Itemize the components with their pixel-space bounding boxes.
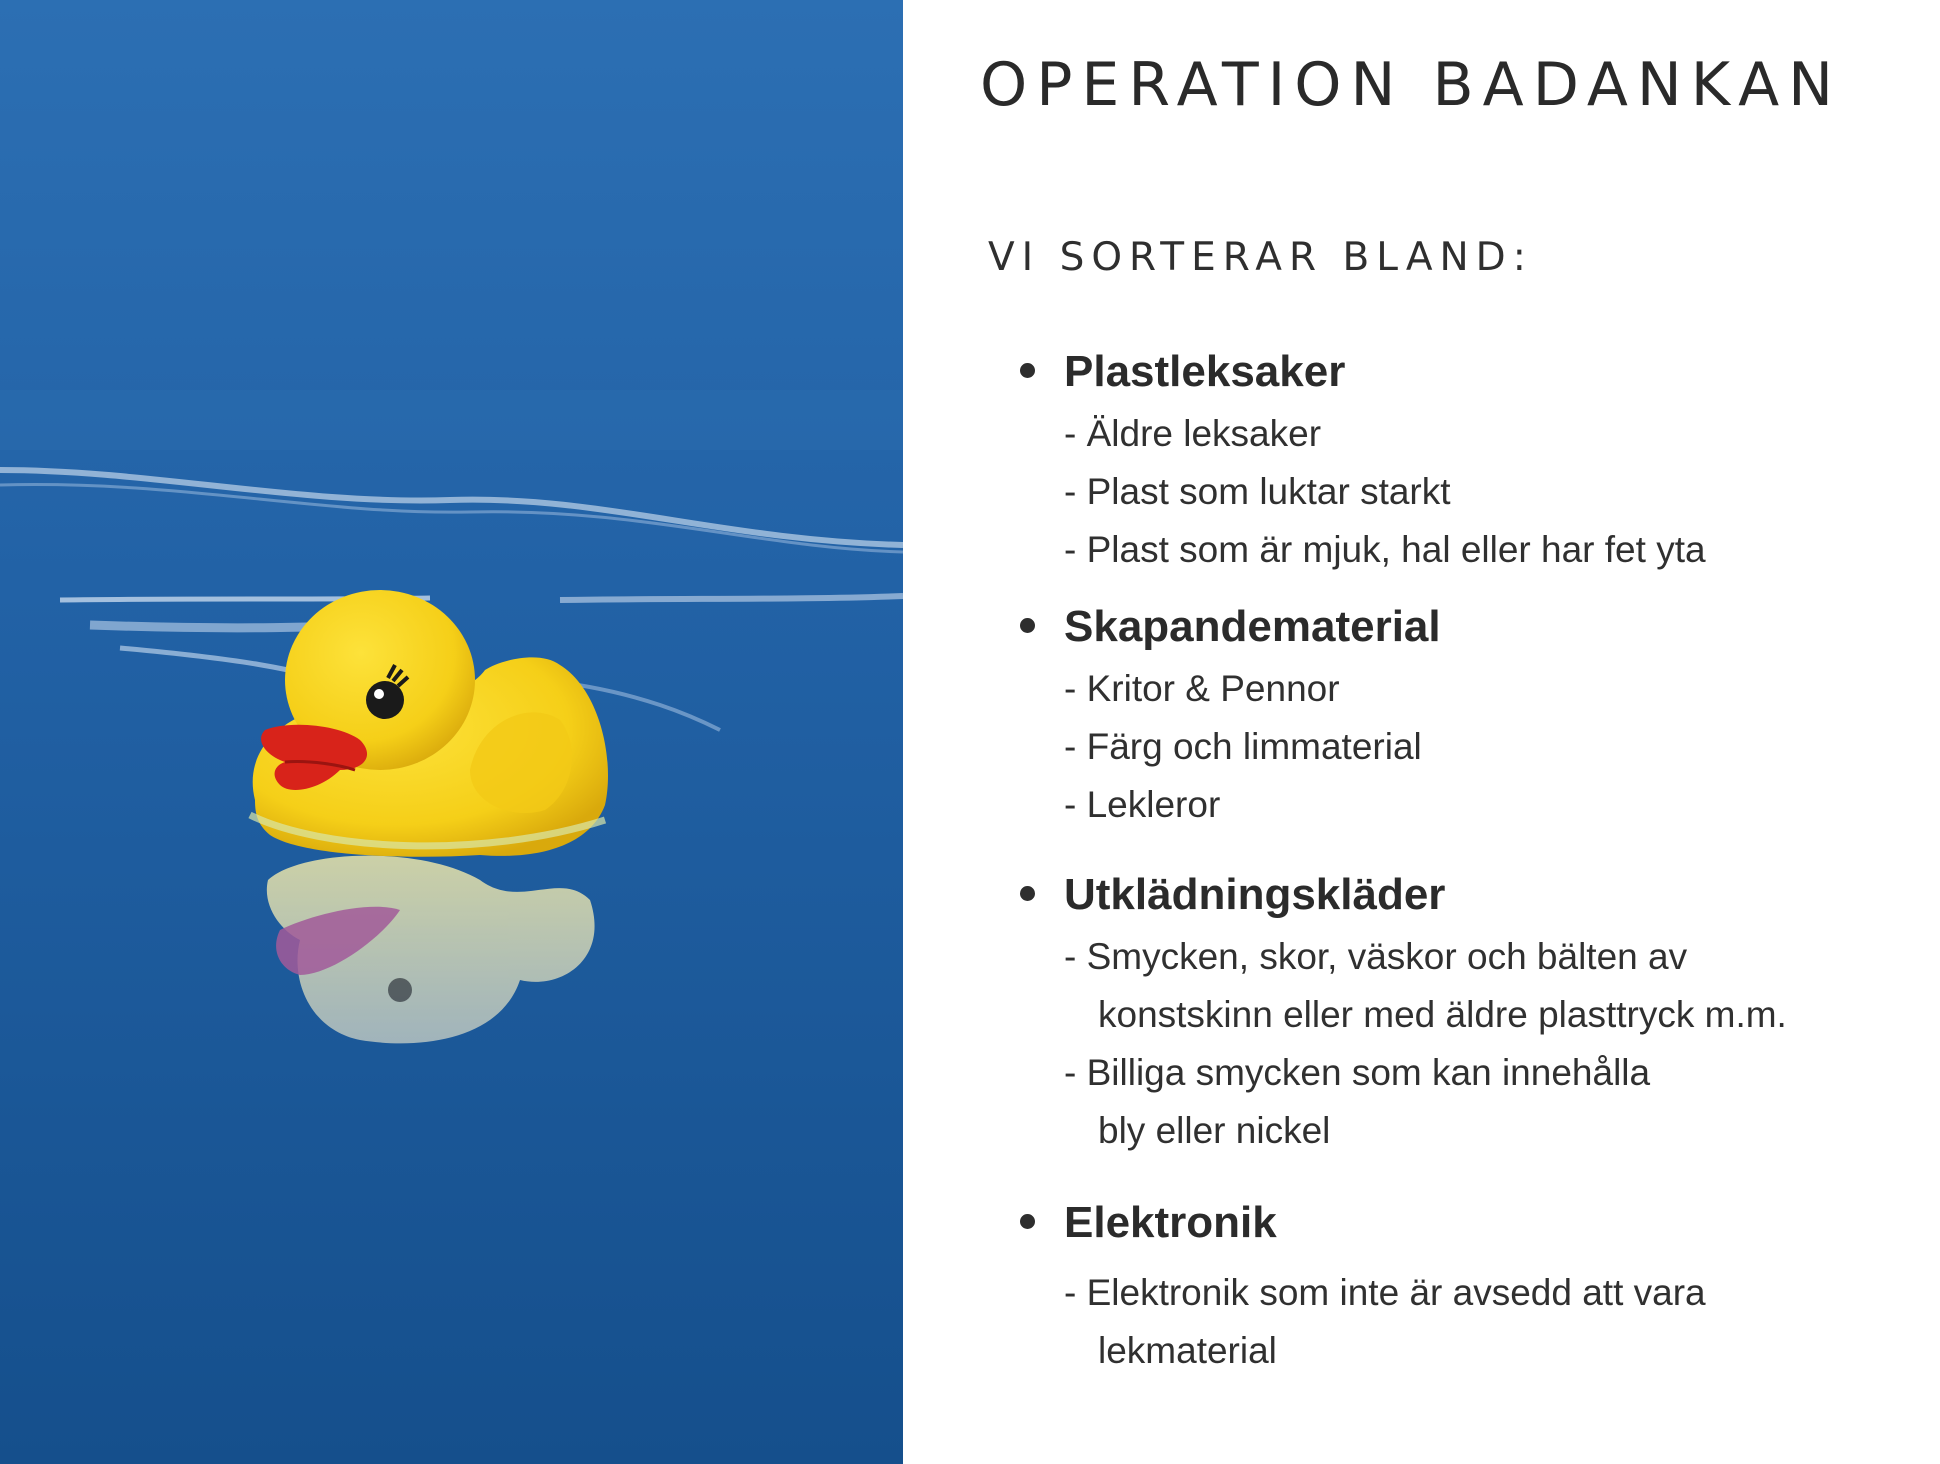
item-line-continued: bly eller nickel [1098, 1110, 1331, 1151]
list-item [1064, 660, 1422, 718]
item-line: - Plast som är mjuk, hal eller har fet yta [1064, 529, 1706, 570]
category-title: Plastleksaker [1064, 347, 1346, 396]
page-title: OPERATION BADANKAN [980, 50, 1842, 120]
list-item [1064, 405, 1706, 463]
category-list [980, 0, 1920, 1464]
item-line: - Färg och limmaterial [1064, 726, 1422, 767]
item-line: - Billiga smycken som kan innehålla [1064, 1052, 1651, 1093]
item-line: - Smycken, skor, väskor och bälten av [1064, 936, 1688, 977]
list-item [1064, 463, 1706, 521]
rubber-duck-icon [0, 0, 903, 1464]
list-item [1064, 776, 1422, 834]
category-title: Elektronik [1064, 1198, 1277, 1247]
list-item [1064, 1264, 1706, 1380]
item-line: - Kritor & Pennor [1064, 668, 1340, 709]
category-items [1064, 1264, 1706, 1380]
bullet-icon [1020, 1214, 1035, 1229]
category-items [1064, 405, 1706, 579]
category-items [1064, 928, 1787, 1160]
category-title: Utklädningskläder [1064, 870, 1446, 919]
list-item [1064, 1044, 1787, 1160]
item-line: - Elektronik som inte är avsedd att vara [1064, 1272, 1706, 1313]
list-item [1064, 521, 1706, 579]
rubber-duck-photo [0, 0, 903, 1464]
list-item [1064, 928, 1787, 1044]
item-line: - Lekleror [1064, 784, 1221, 825]
item-line-continued: lekmaterial [1098, 1330, 1277, 1371]
content-panel [980, 0, 1920, 1464]
section-subtitle: VI SORTERAR BLAND: [988, 235, 1533, 280]
item-line: - Äldre leksaker [1064, 413, 1322, 454]
bullet-icon [1020, 886, 1035, 901]
category-title: Skapandematerial [1064, 602, 1441, 651]
list-item [1064, 718, 1422, 776]
bullet-icon [1020, 618, 1035, 633]
item-line: - Plast som luktar starkt [1064, 471, 1451, 512]
item-line-continued: konstskinn eller med äldre plasttryck m.m. [1098, 994, 1787, 1035]
bullet-icon [1020, 363, 1035, 378]
category-items [1064, 660, 1422, 834]
